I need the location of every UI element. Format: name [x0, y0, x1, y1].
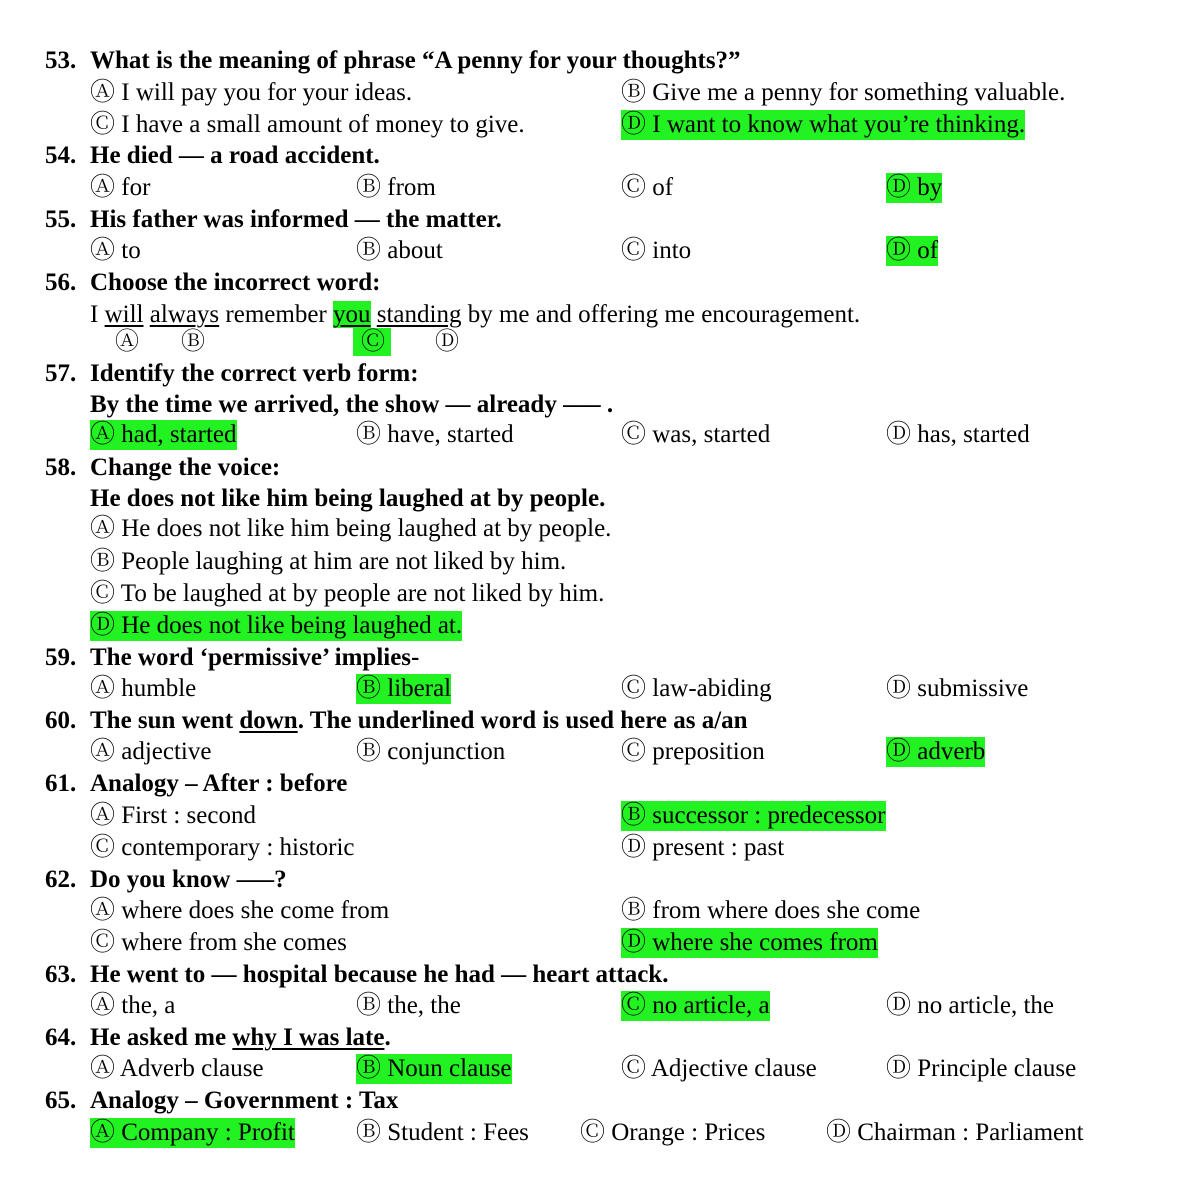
option-d: Ⓓ Principle clause [886, 1055, 1077, 1082]
option-c-correct: Ⓒ no article, a [621, 992, 770, 1019]
option-a: Ⓐ Adverb clause [90, 1055, 264, 1082]
option-b: Ⓑ from [356, 174, 436, 201]
question-number: 61. [45, 770, 77, 797]
question-text: Choose the incorrect word: [90, 269, 381, 296]
option-c: Ⓒ preposition [621, 738, 765, 765]
option-a-correct: Ⓐ had, started [90, 421, 237, 448]
question-number: 57. [45, 360, 77, 387]
question-text: What is the meaning of phrase “A penny for your thoughts?” [90, 47, 741, 74]
option-b-correct: Ⓑ Noun clause [356, 1055, 512, 1082]
option-d-correct: Ⓓ where she comes from [621, 929, 878, 956]
marker-d: Ⓓ [435, 329, 459, 355]
question-text: Analogy – After : before [90, 770, 348, 797]
question-number: 56. [45, 269, 77, 296]
option-b-correct: Ⓑ successor : predecessor [621, 802, 886, 829]
question-number: 65. [45, 1087, 77, 1114]
option-a: Ⓐ adjective [90, 738, 212, 765]
option-b: Ⓑ the, the [356, 992, 461, 1019]
word-always: always [149, 301, 220, 328]
question-number: 55. [45, 206, 77, 233]
word-i: I [90, 301, 99, 328]
question-number: 59. [45, 644, 77, 671]
question-number: 60. [45, 707, 77, 734]
option-d-correct: Ⓓ of [886, 237, 939, 264]
question-text: Change the voice: [90, 454, 281, 481]
question-number: 54. [45, 142, 77, 169]
option-c: Ⓒ where from she comes [90, 929, 347, 956]
question-text: Analogy – Government : Tax [90, 1087, 399, 1114]
option-b: Ⓑ Student : Fees [356, 1119, 529, 1146]
option-a: Ⓐ where does she come from [90, 897, 390, 924]
option-d-correct: Ⓓ by [886, 174, 943, 201]
option-a: Ⓐ for [90, 174, 151, 201]
option-b: Ⓑ have, started [356, 421, 514, 448]
underlined-word: down [239, 707, 298, 734]
option-d: Ⓓ has, started [886, 421, 1030, 448]
option-a-correct: Ⓐ Company : Profit [90, 1119, 295, 1146]
option-c: Ⓒ contemporary : historic [90, 834, 355, 861]
option-d-correct: Ⓓ adverb [886, 738, 986, 765]
question-text-post: . The underlined word is used here as a/an [297, 707, 748, 734]
question-number: 63. [45, 961, 77, 988]
sentence-rest: by me and offering me encouragement. [467, 301, 861, 328]
option-d: Ⓓ no article, the [886, 992, 1054, 1019]
question-number: 53. [45, 47, 77, 74]
option-c: Ⓒ Adjective clause [621, 1055, 817, 1082]
option-b-correct: Ⓑ liberal [356, 675, 452, 702]
option-b: Ⓑ about [356, 237, 443, 264]
question-number: 62. [45, 866, 77, 893]
option-a: Ⓐ I will pay you for your ideas. [90, 79, 413, 106]
question-text [90, 706, 748, 736]
option-c: Ⓒ was, started [621, 421, 771, 448]
marker-b: Ⓑ [181, 329, 205, 355]
option-d-correct: Ⓓ I want to know what you’re thinking. [621, 111, 1026, 138]
question-number: 58. [45, 454, 77, 481]
option-c: Ⓒ To be laughed at by people are not liked by him. [90, 580, 605, 607]
option-b: Ⓑ People laughing at him are not liked by him. [90, 548, 567, 575]
question-subtext: By the time we arrived, the show — already ––– . [90, 391, 614, 418]
word-remember: remember [225, 301, 327, 328]
question-subtext: He does not like him being laughed at by people. [90, 485, 606, 512]
option-d-correct: Ⓓ He does not like being laughed at. [90, 612, 463, 639]
option-c: Ⓒ of [621, 174, 674, 201]
question-text-post: . [384, 1024, 391, 1051]
option-b: Ⓑ from where does she come [621, 897, 921, 924]
word-will: will [104, 301, 144, 328]
question-text-pre: He asked me [90, 1024, 227, 1051]
option-d: Ⓓ Chairman : Parliament [826, 1119, 1084, 1146]
option-d: Ⓓ submissive [886, 675, 1029, 702]
option-a: Ⓐ the, a [90, 992, 176, 1019]
option-c: Ⓒ I have a small amount of money to give. [90, 111, 525, 138]
marker-a: Ⓐ [115, 329, 139, 355]
option-c: Ⓒ Orange : Prices [580, 1119, 766, 1146]
question-text: The word ‘permissive’ implies- [90, 644, 420, 671]
option-a: Ⓐ First : second [90, 802, 256, 829]
option-a: Ⓐ to [90, 237, 141, 264]
word-standing: standing [376, 301, 462, 328]
option-a: Ⓐ humble [90, 675, 197, 702]
option-d: Ⓓ present : past [621, 834, 785, 861]
underlined-clause: why I was late [232, 1024, 385, 1051]
word-you-correct: you [333, 301, 371, 328]
option-c: Ⓒ into [621, 237, 692, 264]
sentence [90, 300, 860, 330]
question-text: His father was informed — the matter. [90, 206, 502, 233]
option-b: Ⓑ Give me a penny for something valuable. [621, 79, 1066, 106]
question-number: 64. [45, 1024, 77, 1051]
question-text [90, 1023, 391, 1053]
marker-c-correct: Ⓒ [353, 328, 391, 356]
option-c: Ⓒ law-abiding [621, 675, 772, 702]
question-text: He died — a road accident. [90, 142, 380, 169]
question-text-pre: The sun went [90, 707, 234, 734]
option-b: Ⓑ conjunction [356, 738, 506, 765]
option-a: Ⓐ He does not like him being laughed at by people. [90, 515, 612, 542]
question-text: Do you know –––? [90, 866, 287, 893]
question-text: He went to — hospital because he had — heart attack. [90, 961, 669, 988]
question-text: Identify the correct verb form: [90, 360, 419, 387]
